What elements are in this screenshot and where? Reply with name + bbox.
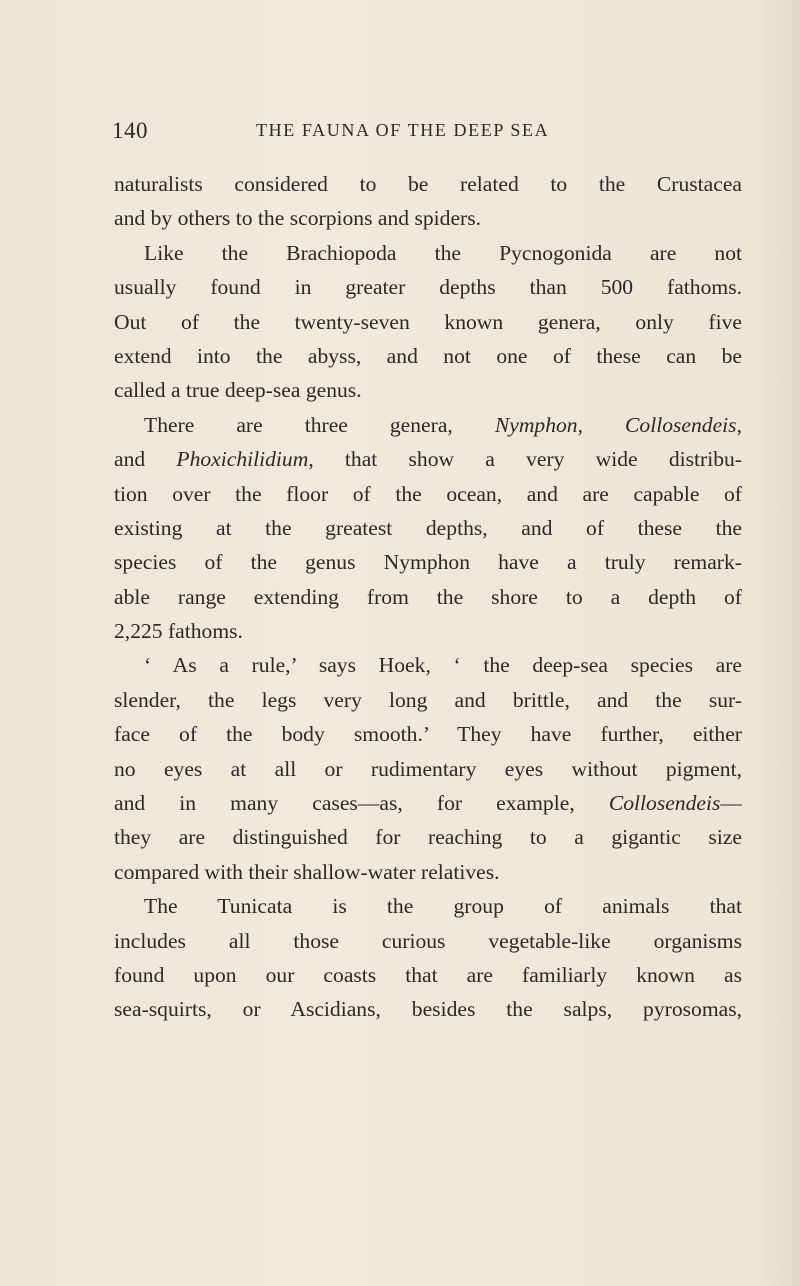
text-line: no eyes at all or rudimentary eyes without pigment, — [114, 756, 742, 781]
text-line: sea-squirts, or Ascidians, besides the salps, pyrosomas, — [114, 997, 742, 1022]
text-line: and by others to the scorpions and spiders. — [114, 206, 482, 231]
running-title: THE FAUNA OF THE DEEP SEA — [256, 120, 550, 140]
text-line: they are distinguished for reaching to a gigantic size — [114, 825, 742, 850]
text-line: usually found in greater depths than 500 fathoms. — [114, 275, 742, 300]
text-line: called a true deep-sea genus. — [114, 378, 362, 403]
text-line: 2,225 fathoms. — [114, 619, 243, 644]
text-line: compared with their shallow-water relatives. — [114, 859, 500, 884]
italic-genus-collosendeis: Collosendeis — [608, 791, 721, 816]
page-number: 140 — [112, 118, 148, 143]
text-line: able range extending from the shore to a depth of — [114, 584, 742, 609]
text-line: Out of the twenty-seven known genera, only five — [114, 309, 742, 334]
text-line: Like the Brachiopoda the Pycnogonida are not — [144, 240, 742, 265]
text-line: includes all those curious vegetable-like organisms — [114, 928, 742, 953]
text-line: ‘ As a rule,’ says Hoek, ‘ the deep-sea species are — [144, 653, 742, 678]
text-line: naturalists considered to be related to the Crustacea — [114, 172, 742, 196]
text-line: and in many cases—as, for example, Collosendeis— — [114, 791, 742, 816]
text-line: existing at the greatest depths, and of these the — [114, 515, 742, 540]
body-text — [114, 167, 742, 1027]
text-line: and Phoxichilidium, that show a very wide distribu- — [114, 447, 742, 472]
text-line: There are three genera, Nymphon, Collosendeis, — [144, 412, 742, 437]
text-line: extend into the abyss, and not one of these can be — [114, 343, 742, 368]
running-head — [112, 118, 742, 148]
text-line: slender, the legs very long and brittle, and the sur- — [114, 687, 742, 712]
italic-genus-nymphon: Nymphon — [494, 412, 578, 437]
text-line: The Tunicata is the group of animals that — [144, 894, 742, 919]
italic-genus-collosendeis: Collosendeis — [625, 412, 737, 437]
text-line: tion over the floor of the ocean, and are capable of — [114, 481, 742, 506]
text-line: found upon our coasts that are familiarly known as — [114, 962, 742, 987]
text-line: species of the genus Nymphon have a truly remark- — [114, 550, 742, 575]
text-line: face of the body smooth.’ They have further, either — [114, 722, 742, 747]
italic-genus-phoxichilidium: Phoxichilidium — [176, 447, 309, 472]
